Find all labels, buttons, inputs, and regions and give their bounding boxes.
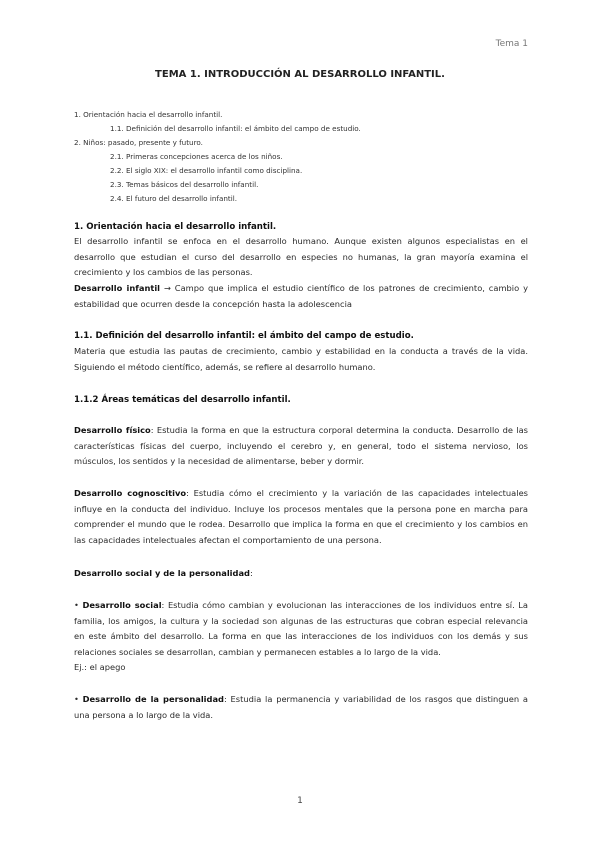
desarrollo-cognoscitivo-term: Desarrollo cognoscitivo (74, 488, 187, 498)
social-personalidad-colon: : (250, 568, 253, 578)
definition-text: Campo que implica el estudio científico de los patrones de crecimiento, cambio y estabilidad que ocurren desde la concepción hasta la adolescencia (74, 283, 529, 309)
arrow-icon: → (163, 283, 171, 293)
desarrollo-fisico-text: : Estudia la forma en que la estructura corporal determina la conducta. Desarrollo de las características físicas del cuerpo, incluyendo el cerebro y, en general, todo el sistema nervioso, los músculos, los sentidos y la necesidad de alimentarse, beber y dormir. (74, 425, 528, 466)
toc-item: 2.3. Temas básicos del desarrollo infantil. (110, 180, 259, 189)
desarrollo-social-example: Ej.: el apego (74, 662, 126, 672)
desarrollo-social-text: : Estudia cómo cambian y evolucionan las interacciones de los individuos entre sí. La familia, los amigos, la cultura y la sociedad son algunas de las estructuras que cobran especial relevancia en este ámbito del desarrollo. La forma en que las interacciones de los individuos con los demás y sus relaciones sociales se desarrollan, cambian y permanecen estables a lo largo de la vida. (74, 600, 529, 657)
desarrollo-social-paragraph (74, 598, 528, 660)
desarrollo-fisico-term: Desarrollo físico (74, 425, 151, 435)
desarrollo-social-term: Desarrollo social (82, 600, 162, 610)
desarrollo-cognoscitivo-text: : Estudia cómo el crecimiento y la variación de las capacidades intelectuales influye en la conducta del individuo. Incluye los procesos mentales que la persona pone en marcha para comprender el mundo que le rodea. Desarrollo que implica la forma en que el crecimiento y los cambios en las capacidades intelectuales afectan el comportamiento de una persona. (74, 488, 529, 545)
bullet-icon: • (74, 600, 79, 610)
toc-item: 2.4. El futuro del desarrollo infantil. (110, 194, 237, 203)
desarrollo-personalidad-term: Desarrollo de la personalidad (82, 694, 224, 704)
desarrollo-fisico-paragraph (74, 423, 528, 470)
section-1-heading: 1. Orientación hacia el desarrollo infantil. (74, 222, 277, 232)
section-1-1-paragraph: Materia que estudia las pautas de crecimiento, cambio y estabilidad en la conducta a través de la vida. Siguiendo el método científico, además, se refiere al desarrollo humano. (74, 346, 528, 372)
section-1-1-heading: 1.1. Definición del desarrollo infantil: el ámbito del campo de estudio. (74, 331, 414, 341)
bullet-icon: • (74, 694, 79, 704)
desarrollo-personalidad-text: : Estudia la permanencia y variabilidad de los rasgos que distinguen a una persona a lo largo de la vida. (74, 694, 528, 720)
social-personalidad-term: Desarrollo social y de la personalidad (74, 568, 250, 578)
toc-item: 2.2. El siglo XIX: el desarrollo infantil como disciplina. (110, 166, 303, 175)
social-personalidad-heading (74, 566, 528, 582)
toc-item: 2. Niños: pasado, presente y futuro. (74, 138, 203, 147)
toc-item: 1.1. Definición del desarrollo infantil: el ámbito del campo de estudio. (110, 124, 361, 133)
toc-item: 2.1. Primeras concepciones acerca de los niños. (110, 152, 283, 161)
page-title: TEMA 1. INTRODUCCIÓN AL DESARROLLO INFANTIL. (155, 69, 445, 80)
section-1-1-2-heading: 1.1.2 Áreas temáticas del desarrollo infantil. (74, 395, 291, 405)
desarrollo-personalidad-paragraph (74, 692, 528, 723)
definition-term: Desarrollo infantil (74, 283, 161, 293)
definition-paragraph (74, 281, 528, 312)
page-number: 1 (297, 796, 303, 806)
running-header: Tema 1 (495, 39, 528, 49)
section-1-paragraph: El desarrollo infantil se enfoca en el desarrollo humano. Aunque existen algunos especialistas en el desarrollo que estudian el curso del desarrollo en especies no humanas, la gran mayoría examina el crecimiento y los cambios de las personas. (74, 236, 528, 277)
toc-item: 1. Orientación hacia el desarrollo infantil. (74, 110, 223, 119)
desarrollo-cognoscitivo-paragraph (74, 486, 528, 548)
